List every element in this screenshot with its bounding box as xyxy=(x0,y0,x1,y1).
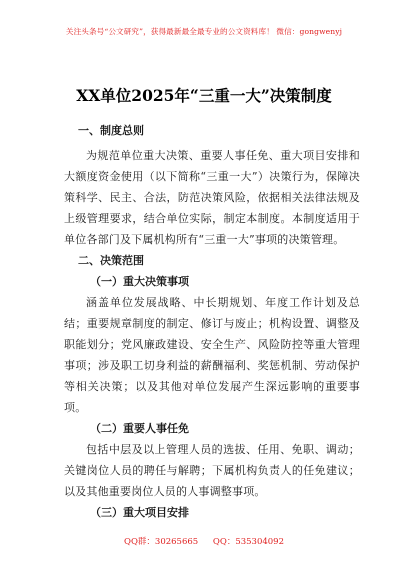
section-heading-general: 一、制度总则 xyxy=(78,124,144,137)
subsection-heading-projects: （三）重大项目安排 xyxy=(90,506,189,519)
subsection-heading-decisions: （一）重大决策事项 xyxy=(90,275,189,288)
general-paragraph: 为规范单位重大决策、重要人事任免、重大项目安排和大额度资金使用（以下简称“三重一大”）决策行为，保障决策科学、民主、合法，防范决策风险，依据相关法律法规及上级管理要求，结合单位实际，制定本制度。本制度适用于单位各部门及下属机构所有“三重一大”事项的决策管理。 xyxy=(64,149,360,246)
document-title: XX单位2025年“三重一大”决策制度 xyxy=(76,86,332,105)
qq-group-number: QQ群：30265665 xyxy=(123,537,199,547)
subsection-heading-personnel: （二）重要人事任免 xyxy=(90,422,189,435)
section-heading-scope: 二、决策范围 xyxy=(78,254,144,267)
document-body xyxy=(64,120,360,523)
personnel-paragraph: 包括中层及以上管理人员的选拔、任用、免职、调动；关键岗位人员的聘任与解聘；下属机构负责人的任免建议；以及其他重要岗位人员的人事调整事项。 xyxy=(64,443,360,498)
contact-footer xyxy=(0,535,408,547)
decisions-paragraph: 涵盖单位发展战略、中长期规划、年度工作计划及总结；重要规章制度的制定、修订与废止；机构设置、调整及职能划分；党风廉政建设、安全生产、风险防控等重大管理事项；涉及职工切身利益的薪酬福利、奖惩机制、劳动保护等相关决策；以及其他对单位发展产生深远影响的重要事项。 xyxy=(64,296,360,414)
promo-banner: 关注头条号“公文研究”，获得最新最全最专业的公文资料库！ 微信：gongwenyj xyxy=(65,27,343,36)
qq-number: QQ：535304092 xyxy=(212,537,284,547)
